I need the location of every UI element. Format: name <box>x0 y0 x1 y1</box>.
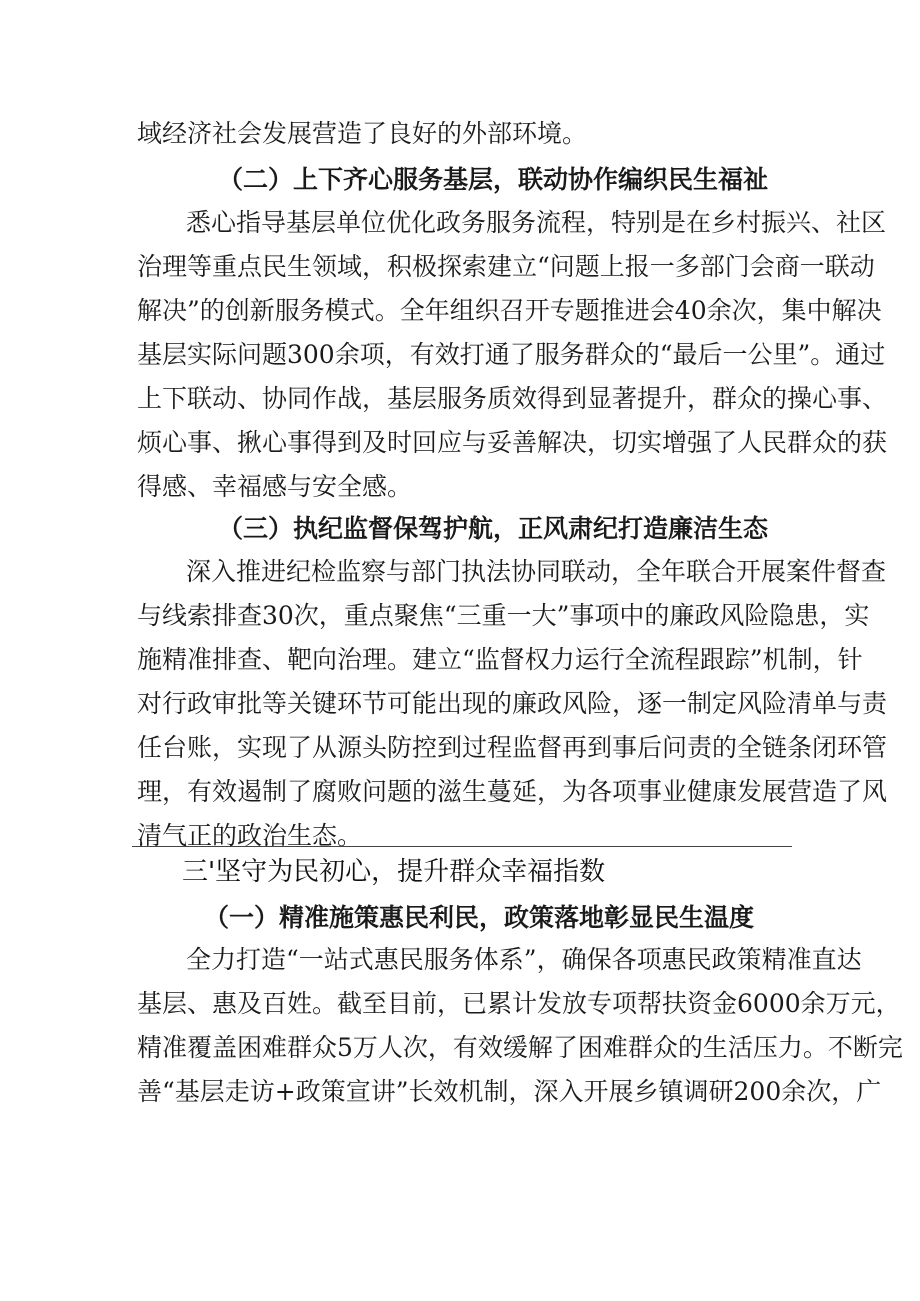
paragraph-line: 清气正的政治生态。 <box>137 821 363 850</box>
paragraph-line: 烦心事、揪心事得到及时回应与妥善解决，切实增强了人民群众的获 <box>137 428 888 457</box>
section-heading-3: 三'坚守为民初心，提升群众幸福指数 <box>182 857 606 887</box>
section-heading-2-2: （二）上下齐心服务基层，联动协作编织民生福祉 <box>218 165 769 194</box>
paragraph-line: 得感、幸福感与安全感。 <box>137 472 413 501</box>
horizontal-rule <box>132 846 792 847</box>
section-heading-2-3: （三）执纪监督保驾护航，正风肃纪打造廉洁生态 <box>218 514 769 543</box>
paragraph-line: 施精准排查、靶向治理。建立“监督权力运行全流程跟踪”机制，针 <box>137 645 863 674</box>
paragraph-line: 解决”的创新服务模式。全年组织召开专题推进会40余次，集中解决 <box>137 296 882 325</box>
paragraph-line: 对行政审批等关键环节可能出现的廉政风险，逐一制定风险清单与责 <box>137 689 888 718</box>
paragraph-line: 悉心指导基层单位优化政务服务流程，特别是在乡村振兴、社区 <box>186 208 887 237</box>
section-heading-3-1: （一）精准施策惠民利民，政策落地彰显民生温度 <box>204 903 755 932</box>
paragraph-line: 基层实际问题300余项，有效打通了服务群众的“最后一公里”。通过 <box>137 340 886 369</box>
paragraph-line: 理，有效遏制了腐败问题的滋生蔓延，为各项事业健康发展营造了风 <box>137 777 888 806</box>
paragraph-line: 精准覆盖困难群众5万人次，有效缓解了困难群众的生活压力。不断完 <box>137 1033 903 1062</box>
paragraph-line: 基层、惠及百姓。截至目前，已累计发放专项帮扶资金6000余万元， <box>137 989 901 1018</box>
paragraph-line: 全力打造“一站式惠民服务体系”，确保各项惠民政策精准直达 <box>186 945 862 974</box>
paragraph-line: 与线索排查30次，重点聚焦“三重一大”事项中的廉政风险隐患，实 <box>137 601 870 630</box>
paragraph-line: 域经济社会发展营造了良好的外部环境。 <box>137 119 588 148</box>
paragraph-line: 治理等重点民生领域，积极探索建立“问题上报一多部门会商一联动 <box>137 252 875 281</box>
paragraph-line: 深入推进纪检监察与部门执法协同联动，全年联合开展案件督查 <box>186 557 887 586</box>
paragraph-line: 任台账，实现了从源头防控到过程监督再到事后问责的全链条闭环管 <box>137 733 888 762</box>
paragraph-line: 上下联动、协同作战，基层服务质效得到显著提升，群众的操心事、 <box>137 384 888 413</box>
paragraph-line: 善“基层走访+政策宣讲”长效机制，深入开展乡镇调研200余次，广 <box>137 1077 882 1106</box>
